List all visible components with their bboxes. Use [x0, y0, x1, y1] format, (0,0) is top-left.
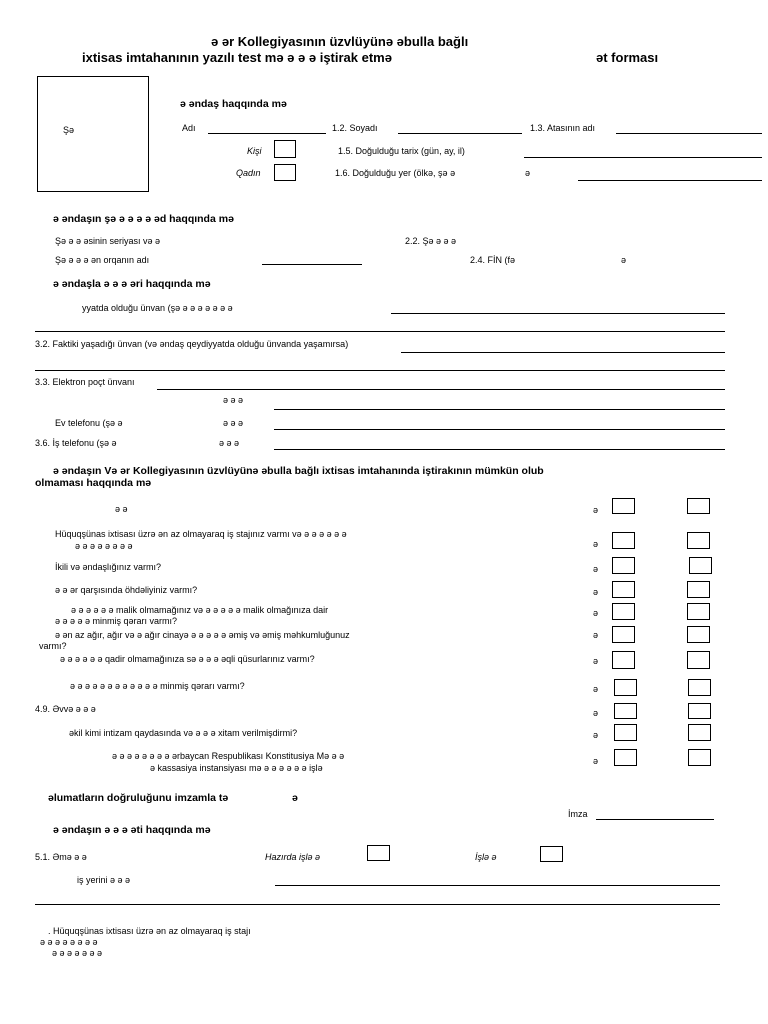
answer-mark: ə: [593, 730, 599, 740]
issuing-body-field[interactable]: [262, 264, 362, 265]
question-9-yes-checkbox[interactable]: [614, 703, 637, 719]
answer-mark: ə: [593, 505, 599, 515]
workplace-label: iş yerini ə ə ə: [77, 875, 131, 885]
answer-mark: ə: [593, 708, 599, 718]
doc-number-label: 2.2. Şə ə ə ə: [405, 236, 457, 246]
form-title-line2: ixtisas imtahanının yazılı test mə ə ə ə iştirak etmə: [82, 50, 392, 65]
photo-box[interactable]: [37, 76, 149, 192]
employment-label: 5.1. Əmə ə ə: [35, 852, 87, 862]
answer-mark: ə: [593, 684, 599, 694]
work-phone-label: 3.6. İş telefonu (şə ə: [35, 438, 117, 448]
birth-date-label: 1.5. Doğulduğu tarix (gün, ay, il): [338, 146, 465, 156]
question-11: ə ə ə ə ə ə ə ə ərbaycan Respublikası Konstitusiya Mə ə ə: [112, 751, 345, 761]
question-6-yes-checkbox[interactable]: [612, 626, 635, 643]
answer-mark: ə: [593, 587, 599, 597]
home-phone-label: Ev telefonu (şə ə: [55, 418, 123, 428]
question-4-no-checkbox[interactable]: [687, 581, 710, 598]
question-3: İkili və əndaşlığınız varmı?: [55, 562, 162, 572]
birth-place-label-end: ə: [525, 168, 531, 178]
question-1: ə ə: [115, 504, 128, 514]
reg-address-field[interactable]: [391, 313, 725, 314]
question-5: ə ə ə ə ə ə malik olmamağınız və ə ə ə ə ə malik olmağınıza dair: [71, 605, 329, 615]
question-1-no-checkbox[interactable]: [687, 498, 710, 514]
question-3-yes-checkbox[interactable]: [612, 557, 635, 574]
question-10-yes-checkbox[interactable]: [614, 724, 637, 741]
male-label: Kişi: [247, 146, 262, 156]
issuing-body-label: Şə ə ə ə ən orqanın adı: [55, 255, 150, 265]
question-11-yes-checkbox[interactable]: [614, 749, 637, 766]
question-1-yes-checkbox[interactable]: [612, 498, 635, 514]
answer-mark: ə: [593, 756, 599, 766]
signature-heading: əlumatların doğruluğunu imzamla tə: [48, 792, 229, 804]
footer-note-line1: . Hüquqşünas ixtisası üzrə ən az olmayaraq iş stajı: [48, 926, 251, 936]
working-label: İşlə ə: [475, 852, 497, 862]
question-2-cont: ə ə ə ə ə ə ə ə: [75, 541, 133, 551]
section-5-heading: ə əndaşın ə ə ə əti haqqında mə: [53, 824, 211, 836]
footer-note-line3: ə ə ə ə ə ə ə: [52, 948, 103, 958]
question-6-no-checkbox[interactable]: [687, 626, 710, 643]
male-checkbox[interactable]: [274, 140, 296, 158]
section-2-heading: ə əndaşın şə ə ə ə ə əd haqqında mə: [53, 213, 234, 225]
actual-address-field-2[interactable]: [35, 370, 725, 371]
work-phone-field[interactable]: [274, 449, 725, 450]
workplace-field-2[interactable]: [35, 904, 720, 905]
section-3-heading: ə əndaşla ə ə ə əri haqqında mə: [53, 278, 211, 290]
actual-address-label: 3.2. Faktiki yaşadığı ünvan (və əndaş qeydiyyatda olduğu ünvanda yaşamırsa): [35, 339, 349, 349]
email-field[interactable]: [157, 389, 725, 390]
birth-place-field[interactable]: [578, 180, 762, 181]
section-4-heading: ə əndaşın Və ər Kollegiyasının üzvlüyünə əbulla bağlı ixtisas imtahanında iştirakının mümkün olub: [53, 465, 544, 477]
question-7-yes-checkbox[interactable]: [612, 651, 635, 669]
question-9-no-checkbox[interactable]: [688, 703, 711, 719]
answer-mark: ə: [593, 539, 599, 549]
question-2-yes-checkbox[interactable]: [612, 532, 635, 549]
answer-mark: ə: [593, 608, 599, 618]
patronymic-field[interactable]: [616, 133, 762, 134]
currently-working-checkbox[interactable]: [367, 845, 390, 861]
question-2-no-checkbox[interactable]: [687, 532, 710, 549]
question-10-no-checkbox[interactable]: [688, 724, 711, 741]
working-checkbox[interactable]: [540, 846, 563, 862]
doc-series-label: Şə ə ə əsinin seriyası və ə: [55, 236, 161, 246]
female-checkbox[interactable]: [274, 164, 296, 181]
question-11-cont: ə kassasiya instansiyası mə ə ə ə ə ə ə işlə: [150, 763, 323, 773]
question-7: ə ə ə ə ə ə qadir olmamağınıza sə ə ə ə əqli qüsurlarınız varmı?: [60, 654, 315, 664]
signature-field[interactable]: [596, 819, 714, 820]
reg-address-field-2[interactable]: [35, 331, 725, 332]
female-label: Qadın: [236, 168, 261, 178]
question-8-yes-checkbox[interactable]: [614, 679, 637, 696]
question-4-yes-checkbox[interactable]: [612, 581, 635, 598]
question-9: 4.9. Əvvə ə ə ə: [35, 704, 96, 714]
last-name-field[interactable]: [398, 133, 522, 134]
footer-note-line2: ə ə ə ə ə ə ə ə: [40, 937, 98, 947]
signature-heading-end: ə: [292, 792, 298, 804]
reg-address-label: yyatda olduğu ünvan (şə ə ə ə ə ə ə ə: [82, 303, 233, 313]
signature-label: İmza: [568, 809, 588, 819]
question-6-cont: varmı?: [39, 641, 67, 651]
question-5-yes-checkbox[interactable]: [612, 603, 635, 620]
question-5-cont: ə ə ə ə ə minmiş qərarı varmı?: [55, 616, 178, 626]
question-8-no-checkbox[interactable]: [688, 679, 711, 696]
mobile-phone-field[interactable]: [274, 409, 725, 410]
answer-mark: ə: [593, 630, 599, 640]
question-10: əkil kimi intizam qaydasında və ə ə ə xitam verilmişdirmi?: [69, 728, 298, 738]
answer-mark: ə: [593, 564, 599, 574]
mobile-phone-label-end: ə ə ə: [223, 395, 244, 405]
section-1-heading: ə əndaş haqqında mə: [180, 98, 287, 110]
question-8: ə ə ə ə ə ə ə ə ə ə ə ə minmiş qərarı varmı?: [70, 681, 245, 691]
question-3-no-checkbox[interactable]: [689, 557, 712, 574]
question-2: Hüquqşünas ixtisası üzrə ən az olmayaraq iş stajınız varmı və ə ə ə ə ə ə: [55, 529, 347, 539]
question-6: ə ən az ağır, ağır və ə ağır cinayə ə ə ə ə ə əmiş və əmiş məhkumluğunuz: [55, 630, 350, 640]
email-label: 3.3. Elektron poçt ünvanı: [35, 377, 135, 387]
question-4: ə ə ər qarşısında öhdəliyiniz varmı?: [55, 585, 198, 595]
question-11-no-checkbox[interactable]: [688, 749, 711, 766]
home-phone-label-end: ə ə ə: [223, 418, 244, 428]
form-title-line2-end: ət forması: [596, 50, 659, 65]
question-5-no-checkbox[interactable]: [687, 603, 710, 620]
actual-address-field[interactable]: [401, 352, 725, 353]
first-name-label: Adı: [182, 123, 196, 133]
birth-date-field[interactable]: [524, 157, 762, 158]
currently-working-label: Hazırda işlə ə: [265, 852, 321, 862]
work-phone-label-end: ə ə ə: [219, 438, 240, 448]
last-name-label: 1.2. Soyadı: [332, 123, 378, 133]
patronymic-label: 1.3. Atasının adı: [530, 123, 596, 133]
fin-label-end: ə: [621, 255, 627, 265]
photo-label: Şə: [63, 125, 75, 135]
first-name-field[interactable]: [208, 133, 326, 134]
workplace-field[interactable]: [275, 885, 720, 886]
question-7-no-checkbox[interactable]: [687, 651, 710, 669]
home-phone-field[interactable]: [274, 429, 725, 430]
birth-place-label: 1.6. Doğulduğu yer (ölkə, şə ə: [335, 168, 456, 178]
section-4-heading-cont: olmaması haqqında mə: [35, 477, 152, 489]
form-title-line1: ə ər Kollegiyasının üzvlüyünə əbulla bağlı: [211, 34, 469, 49]
answer-mark: ə: [593, 656, 599, 666]
fin-label: 2.4. FİN (fə: [470, 255, 516, 265]
